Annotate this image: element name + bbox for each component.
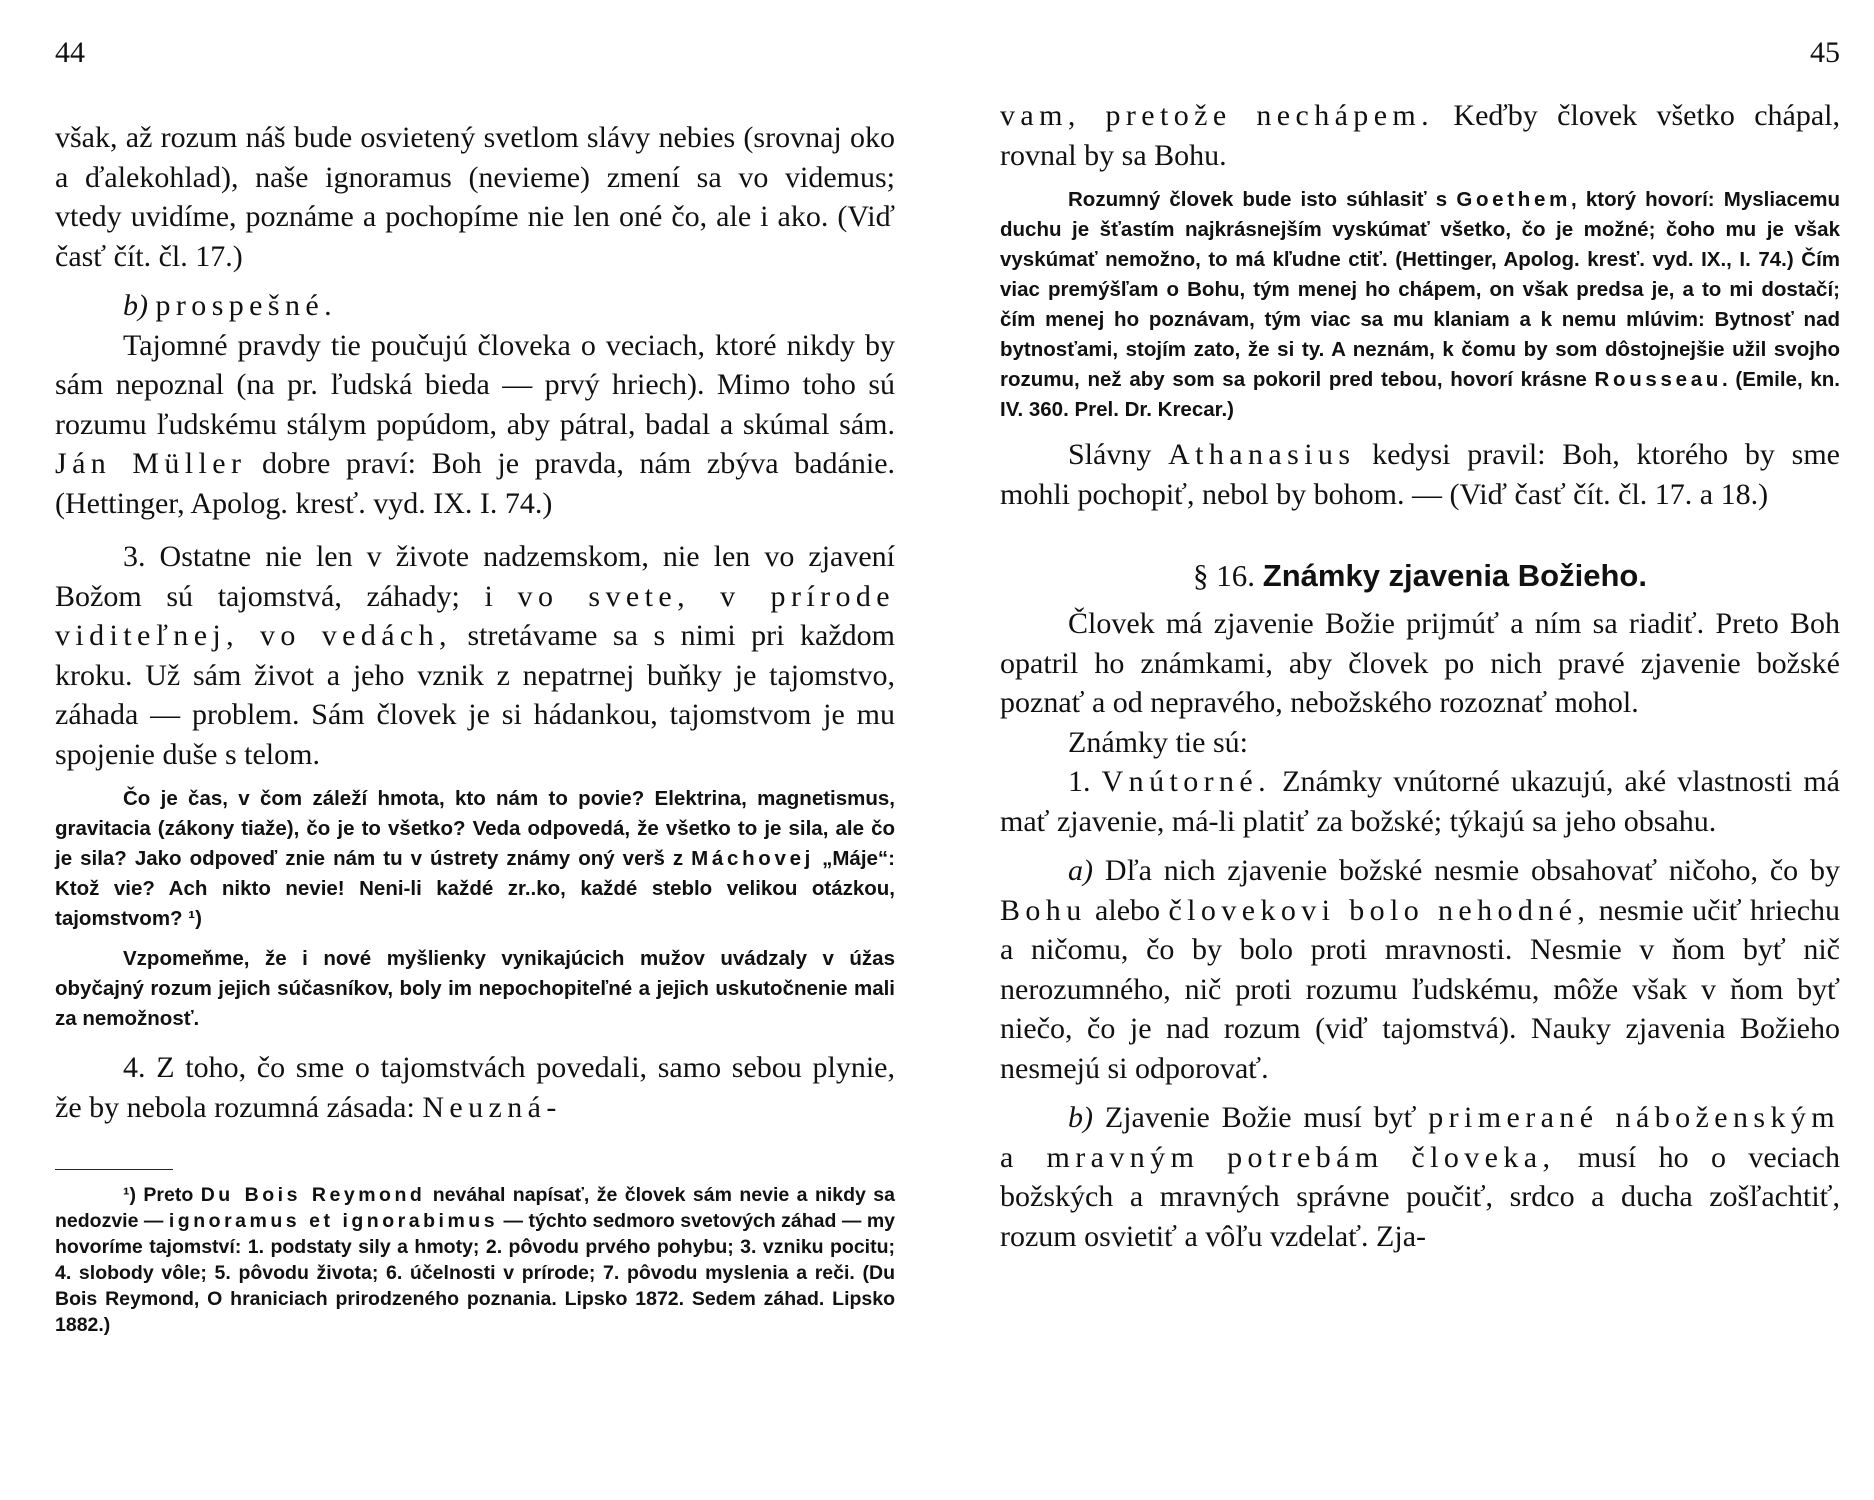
paragraph: vam, pretože nechápem. Keďby človek všetko chápal, rovnal by sa Bohu. <box>1000 99 1840 172</box>
paragraph: b) Zjavenie Božie musí byť primerané náboženským a mravným potrebám človeka, musí ho o veciach božských a mravných správne poučiť, srdco a ducha zošľachtiť, rozum osvietiť a vôľu vzdelať. Zja- <box>1000 1101 1840 1253</box>
paragraph: Slávny Athanasius kedysi pravil: Boh, ktorého by sme mohli pochopiť, nebol by bohom. — (Viď časť čít. čl. 17. a 18.) <box>1000 438 1840 511</box>
paragraph: Človek má zjavenie Božie prijmúť a ním sa riadiť. Preto Boh opatril ho známkami, aby človek po nich pravé zjavenie božské poznať a od nepravého, nebožského rozoznať mohol. <box>1000 607 1840 719</box>
small-print-paragraph: Rozumný človek bude isto súhlasiť s Goethem, ktorý hovorí: Mysliacemu duchu je šťastím najkrásnejším vyskúmať všetko, čo je možné; čoho mu je však vyskúmať nemožno, to má kľudne ctiť. (Hettinger, Apolog. kresť. vyd. IX., I. 74.) Čím viac premýšľam o Bohu, tým menej ho chápem, on však predsa je, a to mi dostačí; čím menej ho poznávam, tým viac sa mu klaniam a k nemu mlúvim: Bytnosť nad bytnosťami, stojím zato, že si ty. A neznám, k čomu by som dôstojnejšie užil svojho rozumu, než aby som sa pokoril pred tebou, hovorí krásne Rousseau. (Emile, kn. IV. 360. Prel. Dr. Krecar.) <box>1000 188 1840 421</box>
subheading-b: b) prospešné. <box>123 289 337 322</box>
paragraph: Tajomné pravdy tie poučujú človeka o veciach, ktoré nikdy by sám nepoznal (na pr. ľudská bieda — prvý hriech). Mimo toho sú rozumu ľudskému stálym popúdom, aby pátral, badal a skúmal sám. Ján Müller dobre praví: Boh je pravda, nám zbýva badánie. (Hettinger, Apolog. kresť. vyd. IX. I. 74.) <box>55 328 896 520</box>
paragraph: 1. Vnútorné. Známky vnútorné ukazujú, aké vlastnosti má mať zjavenie, má-li platiť za božské; týkajú sa jeho obsahu. <box>1000 765 1840 838</box>
page-number: 44 <box>55 36 85 69</box>
paragraph: 3. Ostatne nie len v živote nadzemskom, nie len vo zjavení Božom sú tajomstvá, záhady; i vo svete, v prírode viditeľnej, vo vedách, stretávame sa s nimi pri každom kroku. Už sám život a jeho vznik z nepatrnej buňky je tajomstvo, záhada — problem. Sám človek je si hádankou, tajomstvom je mu spojenie duše s telom. <box>55 540 895 771</box>
right-page <box>1000 0 1840 1500</box>
page-number: 45 <box>1810 36 1840 69</box>
small-print-paragraph: Čo je čas, v čom záleží hmota, kto nám to povie? Elektrina, magnetismus, gravitacia (zákony tiaže), čo je to všetko? Veda odpovedá, že všetko to je sila, ale čo je sila? Jako odpoveď znie nám tu v ústrety známy oný verš z Máchovej „Máje“: Ktož vie? Ach nikto nevie! Neni-li každé zr..ko, každé steblo velikou otázkou, tajomstvom? ¹) <box>55 787 895 930</box>
paragraph: 4. Z toho, čo sme o tajomstvách povedali, samo sebou plynie, že by nebola rozumná zásada: Neuzná- <box>55 1051 895 1124</box>
paragraph: a) Dľa nich zjavenie božské nesmie obsahovať ničoho, čo by Bohu alebo človekovi bolo nehodné, nesmie učiť hriechu a ničomu, čo by bolo proti mravnosti. Nesmie v ňom byť nič nerozumného, nič proti rozumu ľudskému, môže však v ňom byť niečo, čo je nad rozum (viď tajomstvá). Nauky zjavenia Božieho nesmejú si odporovať. <box>1000 854 1841 1085</box>
left-page-body <box>55 118 895 1338</box>
section-heading: § 16. Známky zjavenia Božieho. <box>1193 558 1647 593</box>
paragraph: však, až rozum náš bude osvietený svetlom slávy nebies (srovnaj oko a ďalekohlad), naše ignoramus (nevieme) zmení sa vo videmus; vtedy uvidíme, poznáme a pochopíme nie len oné čo, ale i ako. (Viď časť čít. čl. 17.) <box>55 121 895 273</box>
footnote-rule <box>55 1169 173 1170</box>
paragraph: Známky tie sú: <box>1068 725 1248 759</box>
right-page-body <box>1000 96 1840 1256</box>
footnote: ¹) Preto Du Bois Reymond neváhal napísať, že človek sám nevie a nikdy sa nedozvie — ignoramus et ignorabimus — týchto sedmoro svetových záhad — my hovoríme tajomství: 1. podstaty sily a hmoty; 2. pôvodu prvého pohybu; 3. vzniku pocitu; 4. slobody vôle; 5. pôvodu života; 6. účelnosti v prírode; 7. pôvodu myslenia a reči. (Du Bois Reymond, O hraniciach prirodzeného poznania. Lipsko 1872. Sedem záhad. Lipsko 1882.) <box>55 1184 896 1336</box>
small-print-paragraph: Vzpomeňme, že i nové myšlienky vynikajúcich mužov uvádzaly v úžas obyčajný rozum jejich súčasníkov, boly im nepochopiteľné a jejich uskutočnenie mali za nemožnosť. <box>55 947 895 1030</box>
left-page <box>55 0 895 1500</box>
